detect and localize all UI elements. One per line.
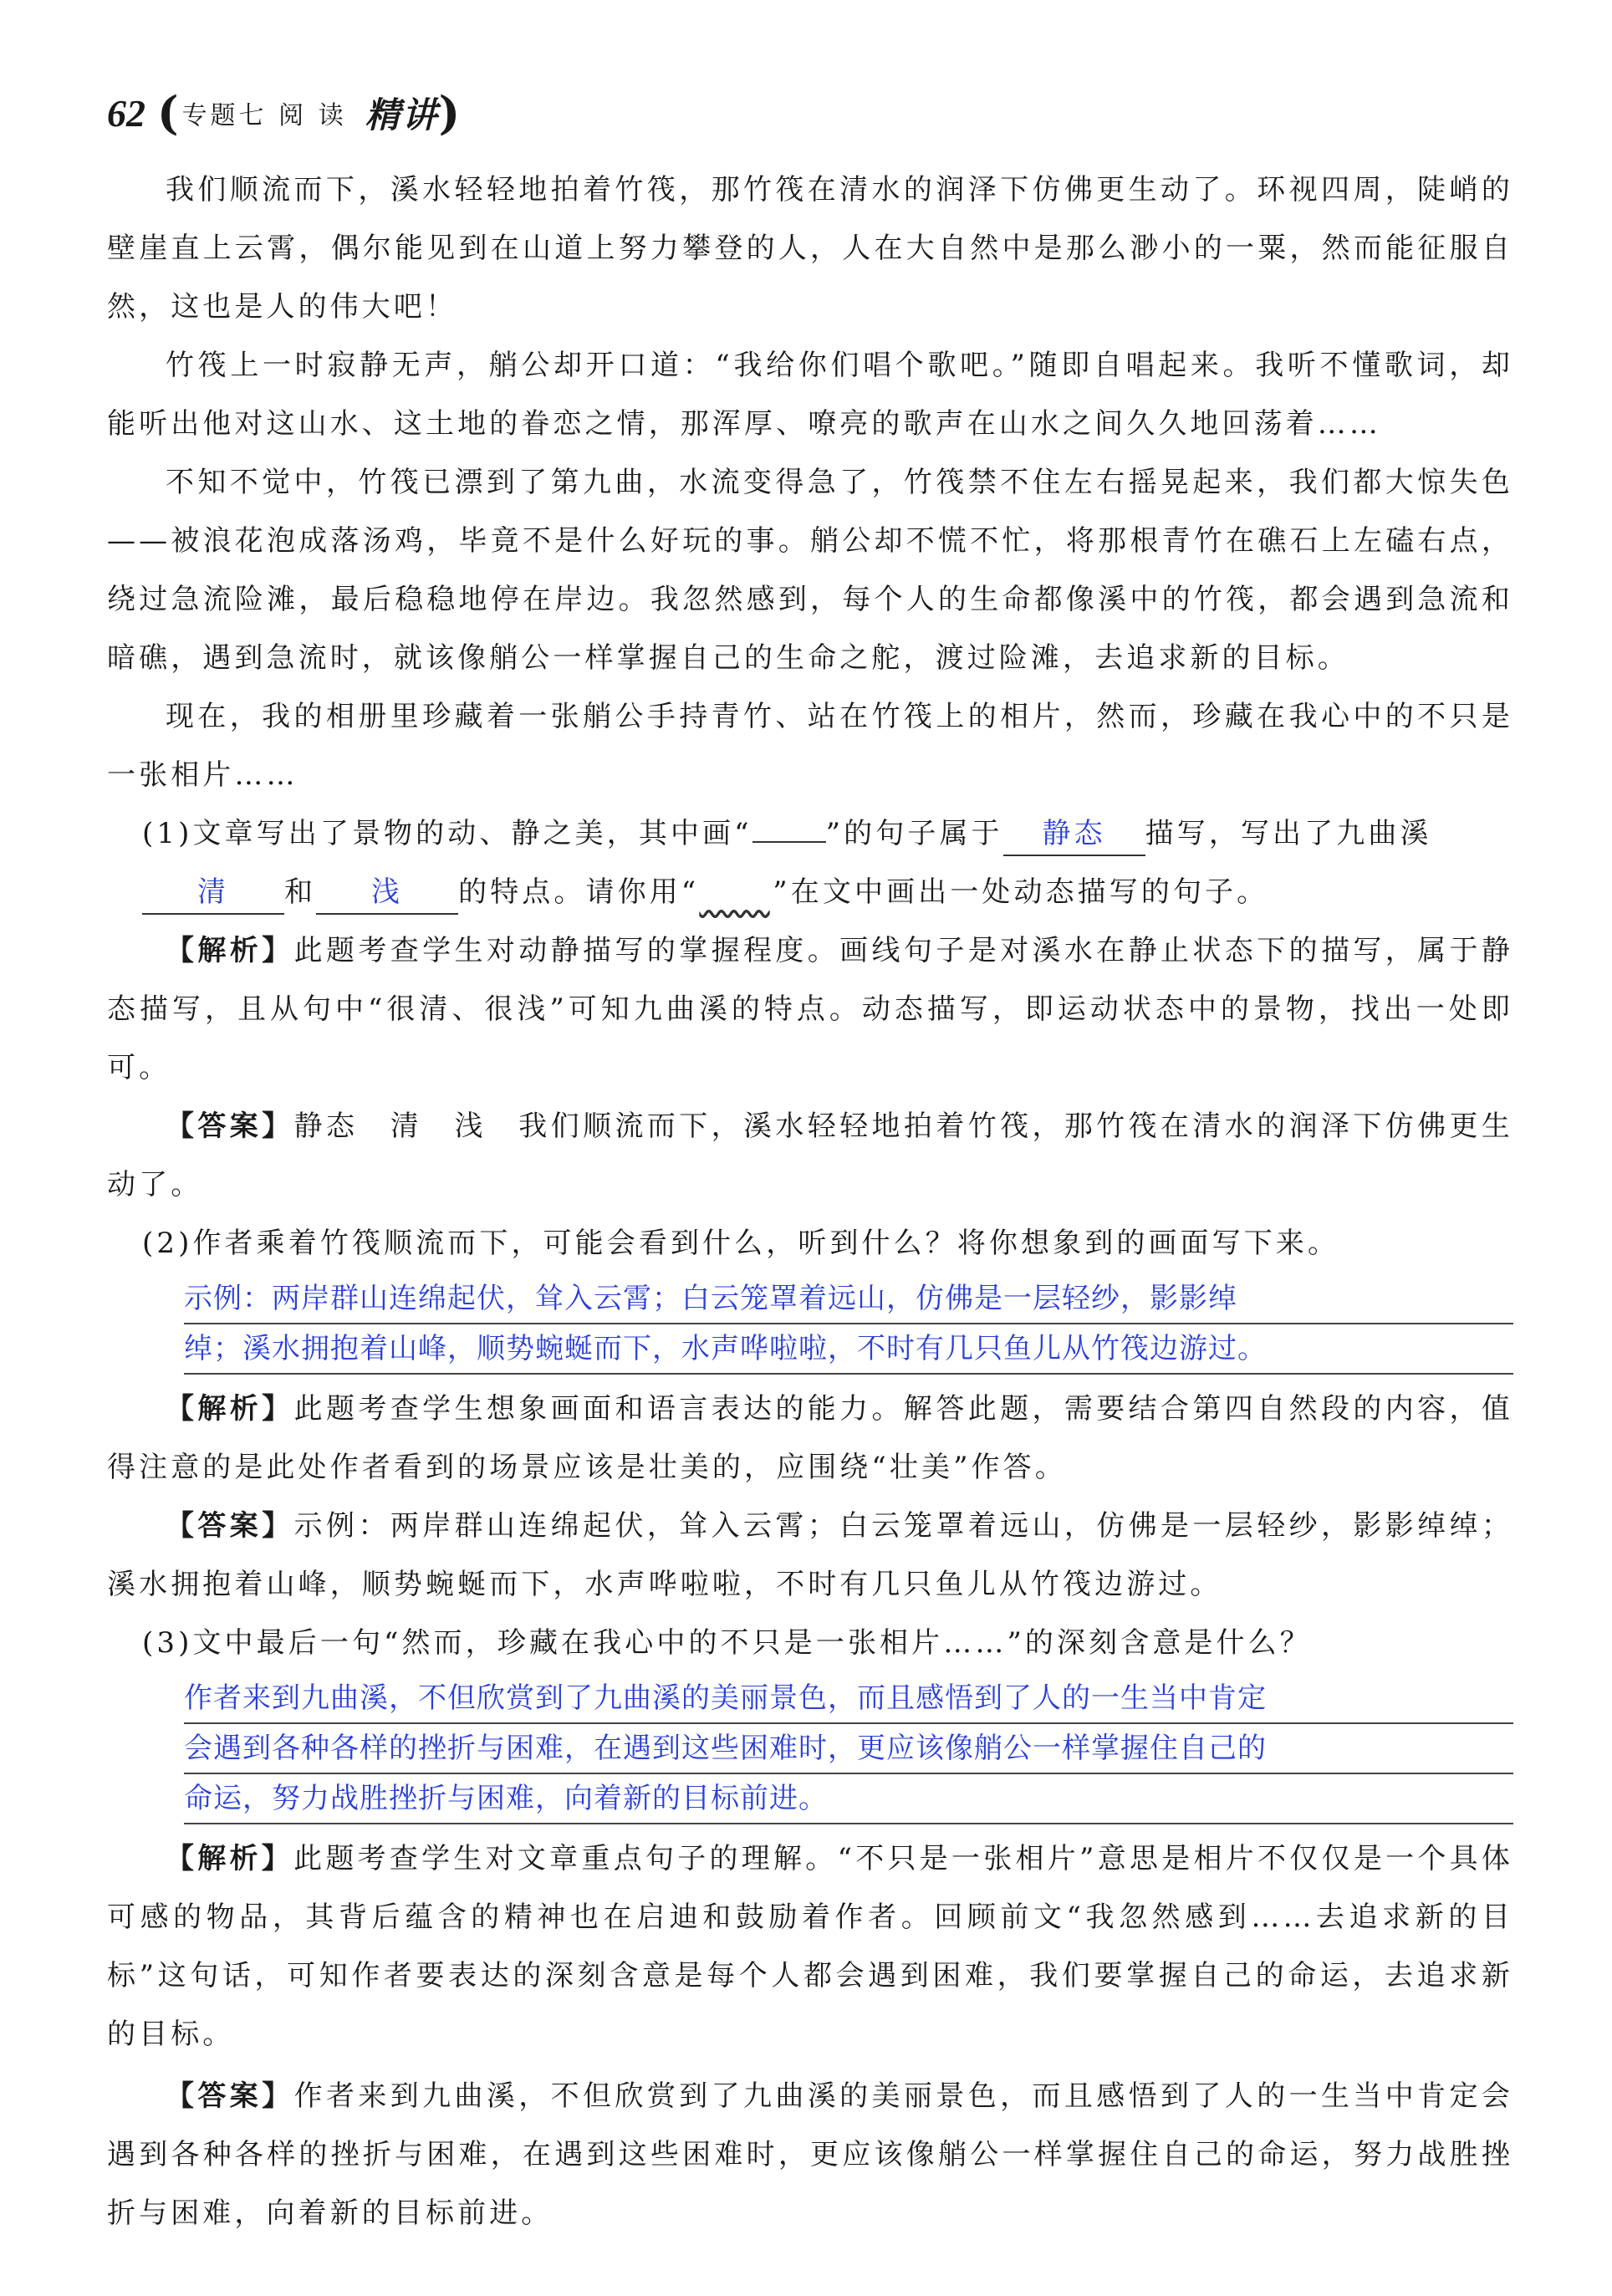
answer-text: 作者来到九曲溪，不但欣赏到了九曲溪的美丽景色，而且感悟到了人的一生当中肯定会遇到各种各样的挫折与困难，在遇到这些困难时，更应该像艄公一样掌握住自己的命运，努力战胜挫折与困难，向着新的目标前进。 bbox=[107, 2079, 1514, 2230]
analysis-text: 此题考查学生对文章重点句子的理解。“不只是一张相片”意思是相片不仅仅是一个具体可感的物品，其背后蕴含的精神也在启迪和鼓励着作者。回顾前文“我忽然感到……去追求新的目标”这句话，可知作者要表达的深刻含意是每个人都会遇到困难，我们要掌握自己的命运，去追求新的目标。 bbox=[107, 1842, 1513, 2051]
answer-2 bbox=[107, 1497, 1513, 1614]
underline-sample bbox=[752, 841, 826, 843]
analysis-tag: 【解析】 bbox=[166, 1842, 294, 1875]
passage-paragraph: 我们顺流而下，溪水轻轻地拍着竹筏，那竹筏在清水的润泽下仿佛更生动了。环视四周，陡峭的壁崖直上云霄，偶尔能见到在山道上努力攀登的人，人在大自然中是那么渺小的一粟，然而能征服自然，这也是人的伟大吧！ bbox=[107, 173, 1513, 324]
answer-blank-2[interactable]: 清 bbox=[142, 871, 284, 915]
question-1-text: (1)文章写出了景物的动、静之美，其中画“ bbox=[142, 817, 752, 850]
handwritten-answer-2[interactable] bbox=[184, 1274, 1513, 1375]
analysis-2 bbox=[107, 1380, 1513, 1497]
analysis-1 bbox=[107, 921, 1513, 1097]
answer-blank-1[interactable]: 静态 bbox=[1003, 813, 1145, 856]
analysis-tag: 【解析】 bbox=[166, 934, 294, 967]
handwritten-line: 会遇到各种各样的挫折与困难，在遇到这些困难时，更应该像艄公一样掌握住自己的 bbox=[184, 1724, 1513, 1774]
wavy-underline-sample bbox=[699, 863, 773, 921]
handwritten-answer-3[interactable] bbox=[184, 1674, 1513, 1824]
passage-paragraph: 不知不觉中，竹筏已漂到了第九曲，水流变得急了，竹筏禁不住左右摇晃起来，我们都大惊失色——被浪花泡成落汤鸡，毕竟不是什么好玩的事。艄公却不慌不忙，将那根青竹在礁石上左磕右点，绕过急流险滩，最后稳稳地停在岸边。我忽然感到，每个人的生命都像溪中的竹筏，都会遇到急流和暗礁，遇到急流时，就该像艄公一样掌握自己的生命之舵，渡过险滩，去追求新的目标。 bbox=[107, 466, 1513, 675]
question-3: (3)文中最后一句“然而，珍藏在我心中的不只是一张相片……”的深刻含意是什么？ bbox=[142, 1626, 1312, 1660]
answer-tag: 【答案】 bbox=[166, 1509, 294, 1543]
page-header bbox=[107, 80, 1513, 145]
answer-tag: 【答案】 bbox=[166, 2079, 294, 2113]
question-1-text: ”的句子属于 bbox=[825, 817, 1003, 850]
header-bracket-open: ( bbox=[157, 86, 179, 140]
question-1-text: ”在文中画出一处动态描写的句子。 bbox=[773, 875, 1269, 909]
answer-tag: 【答案】 bbox=[166, 1110, 294, 1143]
section-label: 专题七 阅 读 bbox=[181, 101, 347, 130]
analysis-text: 此题考查学生对动静描写的掌握程度。画线句子是对溪水在静止状态下的描写，属于静态描写，且从句中“很清、很浅”可知九曲溪的特点。动态描写，即运动状态中的景物，找出一处即可。 bbox=[107, 934, 1514, 1084]
passage-paragraph: 竹筏上一时寂静无声，艄公却开口道：“我给你们唱个歌吧。”随即自唱起来。我听不懂歌词，却能听出他对这山水、这土地的眷恋之情，那浑厚、嘹亮的歌声在山水之间久久地回荡着…… bbox=[107, 349, 1513, 441]
series-title: 精讲 bbox=[365, 94, 439, 135]
page-number: 62 bbox=[107, 91, 145, 135]
question-1-text: 和 bbox=[284, 875, 317, 909]
answer-blank-3[interactable]: 浅 bbox=[316, 871, 458, 915]
page-content bbox=[107, 161, 1513, 2242]
question-2: (2)作者乘着竹筏顺流而下，可能会看到什么，听到什么？将你想象到的画面写下来。 bbox=[142, 1227, 1340, 1260]
passage-paragraph: 现在，我的相册里珍藏着一张艄公手持青竹、站在竹筏上的相片，然而，珍藏在我心中的不只是一张相片…… bbox=[107, 700, 1513, 792]
question-1-text: 描写，写出了九曲溪 bbox=[1145, 817, 1432, 850]
answer-text: 示例：两岸群山连绵起伏，耸入云霄；白云笼罩着远山，仿佛是一层轻纱，影影绰绰；溪水拥抱着山峰，顺势蜿蜒而下，水声哗啦啦，不时有几只鱼儿从竹筏边游过。 bbox=[107, 1509, 1514, 1601]
answer-1 bbox=[107, 1097, 1513, 1214]
handwritten-line: 命运，努力战胜挫折与困难，向着新的目标前进。 bbox=[184, 1774, 1513, 1824]
analysis-tag: 【解析】 bbox=[166, 1392, 294, 1426]
answer-text: 静态 清 浅 我们顺流而下，溪水轻轻地拍着竹筏，那竹筏在清水的润泽下仿佛更生动了。 bbox=[107, 1110, 1514, 1202]
header-bracket-close: ) bbox=[438, 86, 461, 140]
answer-3 bbox=[107, 2067, 1513, 2242]
handwritten-line: 绰；溪水拥抱着山峰，顺势蜿蜒而下，水声哗啦啦，不时有几只鱼儿从竹筏边游过。 bbox=[184, 1324, 1513, 1375]
analysis-3 bbox=[107, 1829, 1513, 2064]
handwritten-line: 作者来到九曲溪，不但欣赏到了九曲溪的美丽景色，而且感悟到了人的一生当中肯定 bbox=[184, 1674, 1513, 1724]
handwritten-line: 示例：两岸群山连绵起伏，耸入云霄；白云笼罩着远山，仿佛是一层轻纱，影影绰 bbox=[184, 1274, 1513, 1324]
question-1 bbox=[107, 804, 1513, 921]
question-1-text: 的特点。请你用“ bbox=[458, 875, 700, 909]
analysis-text: 此题考查学生想象画面和语言表达的能力。解答此题，需要结合第四自然段的内容，值得注意的是此处作者看到的场景应该是壮美的，应围绕“壮美”作答。 bbox=[107, 1392, 1514, 1484]
